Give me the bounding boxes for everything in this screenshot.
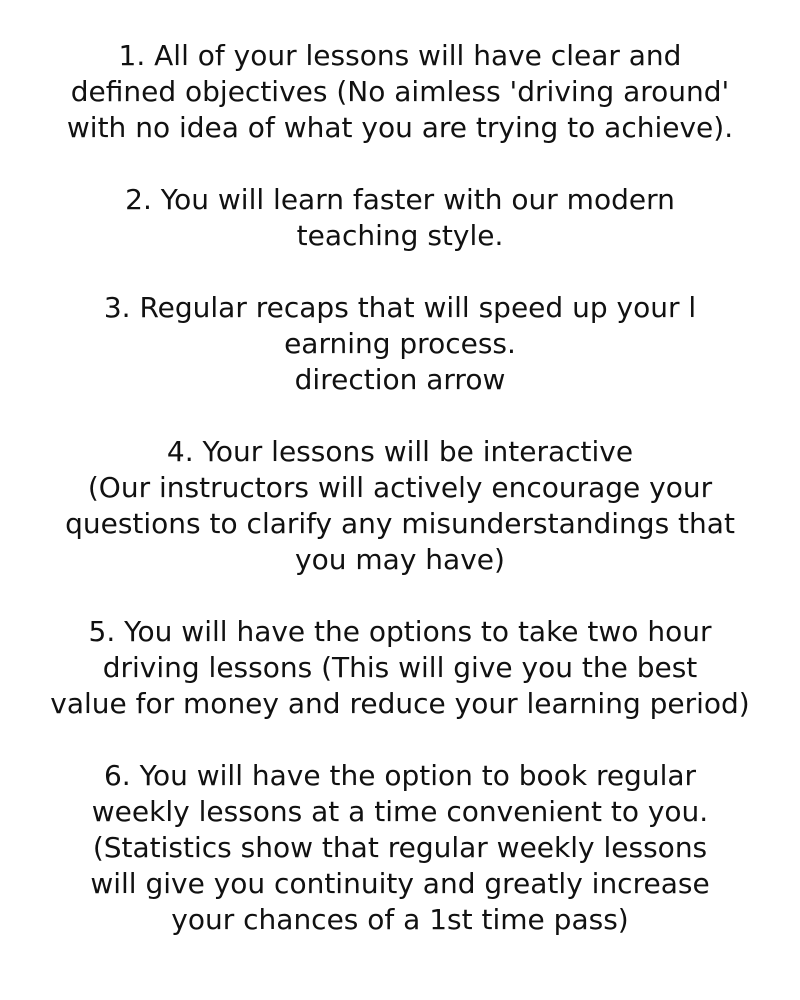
benefit-4-line-2: (Our instructors will actively encourage your xyxy=(87,471,713,504)
benefit-4 xyxy=(0,434,800,578)
benefit-1-line-1: 1. All of your lessons will have clear and xyxy=(118,39,682,72)
benefit-2 xyxy=(0,182,800,254)
benefit-5-line-2: driving lessons (This will give you the best xyxy=(102,651,698,684)
benefit-1-line-3: with no idea of what you are trying to achieve). xyxy=(66,111,734,144)
benefit-1-line-2: defined objectives (No aimless 'driving around' xyxy=(70,75,730,108)
benefit-6-line-2: weekly lessons at a time convenient to you. xyxy=(91,795,709,828)
benefit-6-line-5: your chances of a 1st time pass) xyxy=(171,903,629,936)
benefit-5-line-1: 5. You will have the options to take two hour xyxy=(88,615,712,648)
benefit-6-line-4: will give you continuity and greatly increase xyxy=(90,867,710,900)
benefit-1 xyxy=(0,38,800,146)
benefit-4-line-3: questions to clarify any misunderstandings that xyxy=(65,507,735,540)
benefit-6-line-3: (Statistics show that regular weekly lessons xyxy=(92,831,708,864)
benefit-3-line-3: direction arrow xyxy=(294,363,506,396)
benefit-5-line-3: value for money and reduce your learning period) xyxy=(50,687,750,720)
benefit-6 xyxy=(0,758,800,938)
benefit-3 xyxy=(0,290,800,398)
benefit-2-line-1: 2. You will learn faster with our modern xyxy=(125,183,675,216)
benefit-2-line-2: teaching style. xyxy=(296,219,504,252)
benefit-4-line-4: you may have) xyxy=(295,543,505,576)
benefit-3-line-1: 3. Regular recaps that will speed up your l xyxy=(103,291,697,324)
benefit-3-line-2: earning process. xyxy=(284,327,516,360)
benefit-5 xyxy=(0,614,800,722)
benefits-list xyxy=(0,38,800,974)
benefit-4-line-1: 4. Your lessons will be interactive xyxy=(166,435,634,468)
benefit-6-line-1: 6. You will have the option to book regular xyxy=(103,759,697,792)
